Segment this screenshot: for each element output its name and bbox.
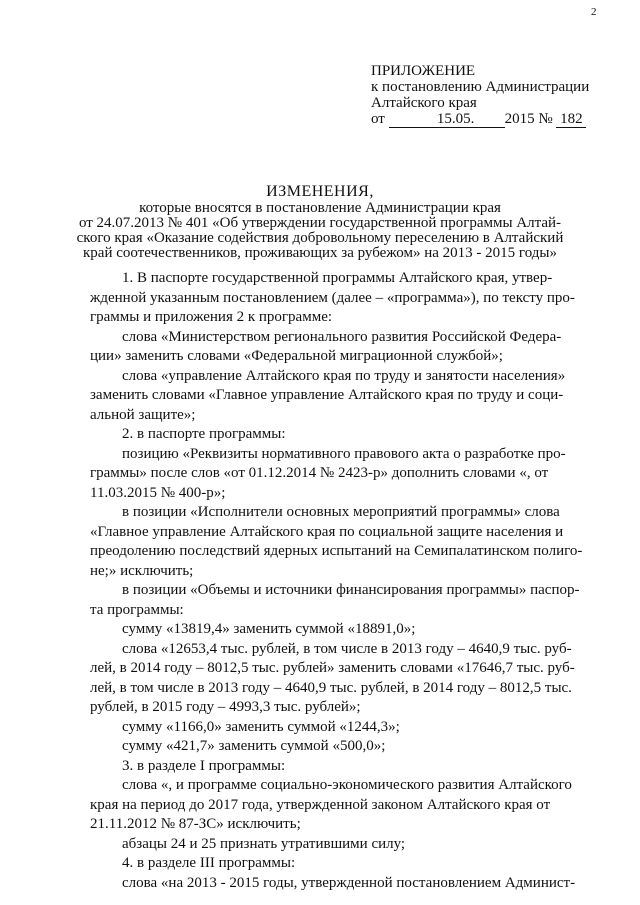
subtitle-line: которые вносятся в постановление Администрации края xyxy=(139,200,501,216)
body-line: жденной указанным постановлением (далее – «программа»), по тексту про- xyxy=(90,289,575,306)
body-line: рублей, в 2015 году – 4993,3 тыс. рублей»; xyxy=(90,699,361,715)
subtitle-line: от 24.07.2013 № 401 «Об утверждении государственной программы Алтай- xyxy=(78,215,562,231)
body-line: сумму «421,7» заменить суммой «500,0»; xyxy=(122,738,386,754)
body-line: 11.03.2015 № 400-р»; xyxy=(90,484,226,501)
appendix-title: ПРИЛОЖЕНИЕ xyxy=(371,63,476,79)
date-prefix: от xyxy=(371,111,385,127)
appendix-date-line xyxy=(371,111,586,128)
body-line: 2. в паспорте программы: xyxy=(122,426,286,442)
body-line: слова «управление Алтайского края по труду и занятости населения» xyxy=(122,367,566,384)
body-line: не;» исключить; xyxy=(90,562,194,579)
body-line: альной защите»; xyxy=(90,406,196,423)
body-line: лей, в том числе в 2013 году – 4640,9 тыс. рублей, в 2014 году – 8012,5 тыс. xyxy=(90,679,572,696)
document-title: ИЗМЕНЕНИЯ, xyxy=(266,183,374,200)
body-line: 1. В паспорте государственной программы Алтайского края, утвер- xyxy=(122,270,553,286)
body-line: абзацы 24 и 25 признать утратившими силу; xyxy=(122,835,406,852)
body-line: 21.11.2012 № 87-ЗС» исключить; xyxy=(90,816,301,832)
body-line: ции» заменить словами «Федеральной миграционной службой»; xyxy=(90,348,503,364)
year-text: 2015 № xyxy=(504,111,553,127)
body-line: заменить словами «Главное управление Алтайского края по труду и соци- xyxy=(90,387,564,403)
document-number: 182 xyxy=(556,112,586,128)
body-line: сумму «13819,4» заменить суммой «18891,0»; xyxy=(122,621,416,637)
appendix-line-1: к постановлению Администрации xyxy=(371,79,590,95)
page-number: 2 xyxy=(591,6,597,18)
body-line: сумму «1166,0» заменить суммой «1244,3»; xyxy=(122,718,400,735)
body-line: преодолению последствий ядерных испытаний на Семипалатинском полиго- xyxy=(90,543,583,559)
body-line: 3. в разделе I программы: xyxy=(122,757,286,774)
document-body xyxy=(90,269,602,893)
body-line: в позиции «Объемы и источники финансирования программы» паспор- xyxy=(122,582,580,598)
date-value: 15.05. xyxy=(389,112,505,128)
appendix-line-2: Алтайского края xyxy=(371,95,477,111)
body-line: 4. в разделе III программы: xyxy=(122,855,296,871)
body-line: та программы: xyxy=(90,601,184,618)
body-line: слова «12653,4 тыс. рублей, в том числе в 2013 году – 4640,9 тыс. руб- xyxy=(122,640,572,657)
body-line: слова «на 2013 - 2015 годы, утвержденной постановлением Админист- xyxy=(122,874,576,891)
body-line: в позиции «Исполнители основных мероприятий программы» слова xyxy=(122,504,560,520)
body-line: слова «Министерством регионального развития Российской Федера- xyxy=(122,328,562,345)
body-line: граммы» после слов «от 01.12.2014 № 2423-р» дополнить словами «, от xyxy=(90,465,549,481)
body-line: позицию «Реквизиты нормативного правового акта о разработке про- xyxy=(122,445,566,462)
body-line: слова «, и программе социально-экономического развития Алтайского xyxy=(122,777,572,793)
body-line: граммы и приложения 2 к программе: xyxy=(90,309,333,325)
body-line: края на период до 2017 года, утвержденной законом Алтайского края от xyxy=(90,796,551,813)
body-line: «Главное управление Алтайского края по социальной защите населения и xyxy=(90,523,564,540)
body-line: лей, в 2014 году – 8012,5 тыс. рублей» заменить словами «17646,7 тыс. руб- xyxy=(90,660,575,676)
subtitle-line: ского края «Оказание содействия добровольному переселению в Алтайский xyxy=(76,230,564,246)
subtitle-line: край соотечественников, проживающих за рубежом» на 2013 - 2015 годы» xyxy=(83,245,557,261)
